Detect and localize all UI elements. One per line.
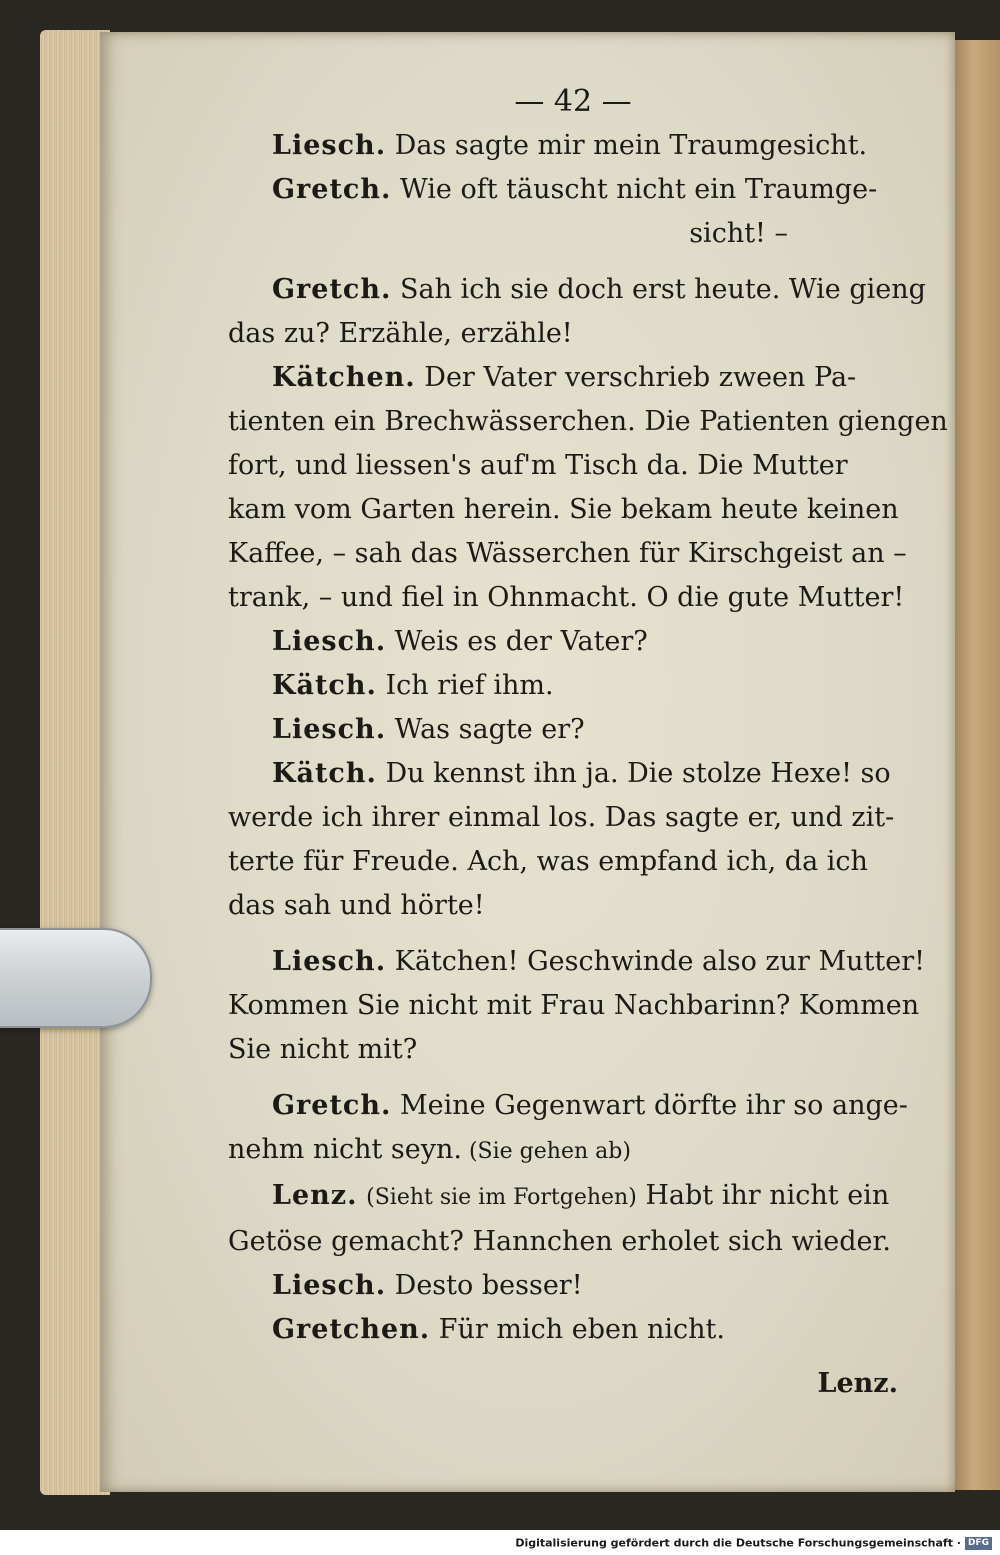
text-line — [228, 984, 920, 1028]
line-text: nehm nicht seyn. — [228, 1134, 462, 1165]
text-line — [228, 576, 905, 620]
line-text: Weis es der Vater? — [386, 626, 648, 657]
catchword: Lenz. — [817, 1368, 898, 1399]
line-text: tienten ein Brechwässerchen. Die Patienten giengen — [228, 406, 948, 437]
text-line — [228, 488, 898, 532]
text-line — [228, 212, 898, 256]
line-text: werde ich ihrer einmal los. Das sagte er, und zit- — [228, 802, 895, 833]
line-text: Meine Gegenwart dörfte ihr so ange- — [391, 1090, 908, 1121]
line-text: Sah ich sie doch erst heute. Wie gieng — [391, 274, 926, 305]
speaker-name: Liesch. — [272, 1270, 387, 1301]
text-line — [228, 1084, 908, 1128]
line-text: Desto besser! — [386, 1270, 583, 1301]
footer-credit — [0, 1531, 1000, 1554]
dfg-logo: DFG — [965, 1537, 992, 1550]
line-text: Was sagte er? — [386, 714, 585, 745]
line-gap — [228, 1072, 898, 1084]
line-gap — [228, 256, 898, 268]
speaker-name: Lenz. — [272, 1180, 358, 1211]
line-text — [358, 1180, 367, 1211]
text-line — [228, 708, 898, 752]
line-text: kam vom Garten herein. Sie bekam heute keinen — [228, 494, 899, 525]
speaker-name: Kätch. — [272, 758, 377, 789]
speaker-name: Liesch. — [272, 130, 387, 161]
speaker-name: Liesch. — [272, 946, 387, 977]
stage-direction: (Sieht sie im Fortgehen) — [366, 1185, 637, 1210]
speaker-name: Gretchen. — [272, 1314, 431, 1345]
line-text: sicht! – — [689, 218, 788, 249]
speaker-name: Gretch. — [272, 274, 392, 305]
line-text: Kätchen! Geschwinde also zur Mutter! — [386, 946, 925, 977]
line-text: terte für Freude. Ach, was empfand ich, da ich — [228, 846, 868, 877]
text-line — [228, 664, 898, 708]
page-marker-tab — [0, 928, 152, 1028]
text-line — [228, 312, 898, 356]
text-line — [228, 1174, 898, 1220]
line-text: Getöse gemacht? Hannchen erholet sich wieder. — [228, 1226, 892, 1257]
footer-text: Digitalisierung gefördert durch die Deutsche Forschungsgemeinschaft · — [515, 1536, 961, 1550]
line-text: Für mich eben nicht. — [430, 1314, 725, 1345]
text-lines — [228, 124, 948, 1352]
text-line — [228, 532, 907, 576]
line-text: fort, und liessen's auf'm Tisch da. Die Mutter — [228, 450, 848, 481]
text-line — [228, 268, 926, 312]
text-line — [228, 1128, 898, 1174]
line-text: Kaffee, – sah das Wässerchen für Kirschgeist an – — [228, 538, 907, 569]
line-text: das sah und hörte! — [228, 890, 485, 921]
speaker-name: Kätchen. — [272, 362, 416, 393]
line-text: Wie oft täuscht nicht ein Traumge- — [391, 174, 878, 205]
line-text: Ich rief ihm. — [376, 670, 554, 701]
line-text-continued: Habt ihr nicht ein — [636, 1180, 890, 1211]
line-text: Du kennst ihn ja. Die stolze Hexe! so — [376, 758, 891, 789]
text-line — [228, 840, 898, 884]
text-line — [228, 400, 948, 444]
text-line — [228, 1308, 898, 1352]
line-text: Sie nicht mit? — [228, 1034, 418, 1065]
line-text: Das sagte mir mein Traumgesicht. — [386, 130, 868, 161]
speaker-name: Liesch. — [272, 714, 387, 745]
speaker-name: Gretch. — [272, 1090, 392, 1121]
text-line — [228, 356, 898, 400]
line-text: Der Vater verschrieb zween Pa- — [415, 362, 857, 393]
text-line — [228, 124, 898, 168]
speaker-name: Gretch. — [272, 174, 392, 205]
line-text: trank, – und fiel in Ohnmacht. O die gute Mutter! — [228, 582, 905, 613]
page-text — [228, 80, 948, 1406]
text-line — [228, 1220, 898, 1264]
text-line — [228, 168, 898, 212]
speaker-name: Kätch. — [272, 670, 377, 701]
text-line — [228, 796, 898, 840]
stage-direction: (Sie gehen ab) — [461, 1139, 631, 1164]
text-line — [228, 940, 925, 984]
facing-page-edge — [955, 40, 1000, 1490]
text-line — [228, 444, 898, 488]
text-line — [228, 1264, 898, 1308]
text-line — [228, 884, 898, 928]
text-line — [228, 1028, 898, 1072]
line-text: das zu? Erzähle, erzähle! — [228, 318, 573, 349]
line-text: Kommen Sie nicht mit Frau Nachbarinn? Kommen — [228, 990, 920, 1021]
text-line — [228, 620, 898, 664]
speaker-name: Liesch. — [272, 626, 387, 657]
line-gap — [228, 928, 898, 940]
page-number: — 42 — — [514, 84, 632, 119]
text-line — [228, 752, 898, 796]
